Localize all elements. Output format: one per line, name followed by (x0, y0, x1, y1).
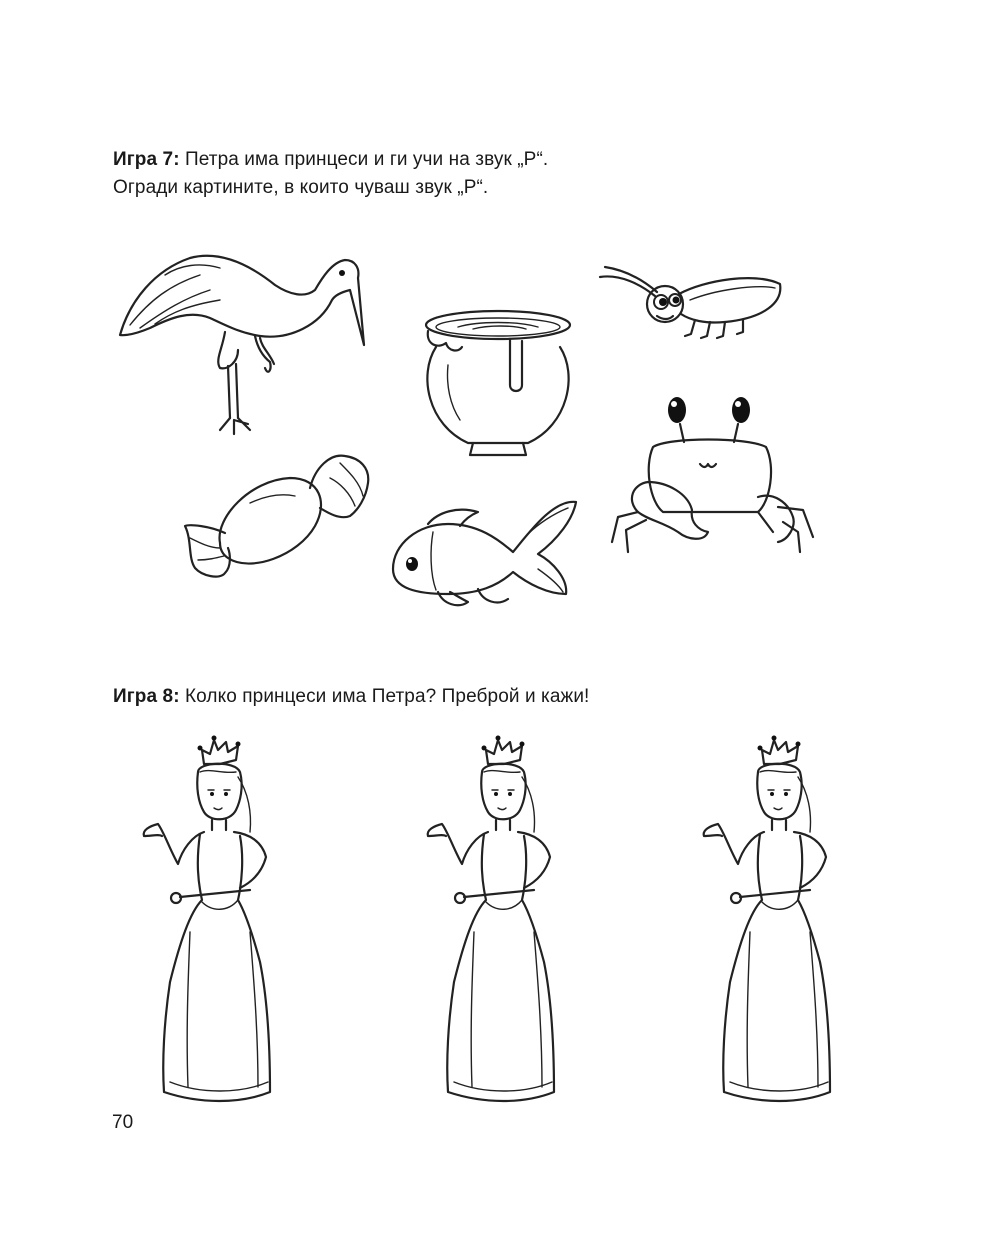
game7-instruction-line1 (113, 148, 548, 172)
candy-icon[interactable] (180, 448, 380, 588)
honey-pot-icon[interactable] (418, 305, 583, 465)
game7-text-2: Огради картините, в които чуваш звук „Р“. (113, 177, 489, 198)
game8-instruction (113, 685, 589, 709)
princess-3[interactable] (700, 732, 850, 1112)
stork-icon[interactable] (110, 240, 370, 440)
page-number: 70 (112, 1112, 134, 1133)
princess-1[interactable] (140, 732, 290, 1112)
crab-icon[interactable] (608, 392, 818, 562)
game8-text: Колко принцеси има Петра? Преброй и кажи! (179, 686, 590, 707)
game7-text-1: Петра има принцеси и ги учи на звук „Р“. (179, 149, 549, 170)
game7-label: Игра 7: (113, 149, 180, 170)
cockroach-icon[interactable] (595, 262, 785, 352)
fish-icon[interactable] (388, 494, 583, 614)
princess-2[interactable] (424, 732, 574, 1112)
game7-instruction-line2 (113, 176, 488, 200)
game8-label: Игра 8: (113, 686, 180, 707)
